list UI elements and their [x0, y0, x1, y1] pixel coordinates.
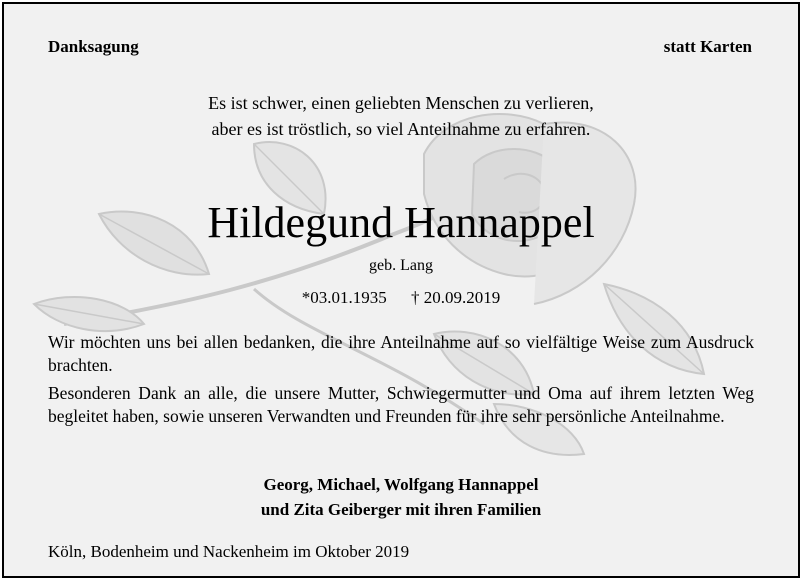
birth-date: *03.01.1935 — [301, 288, 387, 307]
thanks-paragraph-1: Wir möchten uns bei allen bedanken, die ihre Anteilnahme auf so vielfältige Weise zum Ausdruck brachten. — [48, 332, 754, 375]
signers — [4, 472, 798, 522]
death-date: † 20.09.2019 — [411, 288, 501, 307]
quote — [4, 90, 798, 142]
heading-danksagung: Danksagung — [48, 37, 139, 56]
place-and-date: Köln, Bodenheim und Nackenheim im Oktober 2019 — [48, 542, 410, 561]
heading-statt-karten: statt Karten — [663, 37, 752, 56]
obituary-notice — [2, 2, 800, 578]
quote-line-2: aber es ist tröstlich, so viel Anteilnahme zu erfahren. — [211, 119, 591, 139]
life-dates — [4, 288, 798, 308]
quote-line-1: Es ist schwer, einen geliebten Menschen zu verlieren, — [208, 93, 594, 113]
maiden-name: geb. Lang — [369, 257, 433, 274]
signers-line-2: und Zita Geiberger mit ihren Familien — [260, 500, 542, 519]
thanks-paragraph-2: Besonderen Dank an alle, die unsere Mutter, Schwiegermutter und Oma auf ihrem letzten Weg begleitet haben, sowie unseren Verwandten und Freunden für ihre sehr persönliche Anteilnahme. — [48, 383, 754, 426]
deceased-name: Hildegund Hannappel — [207, 198, 595, 247]
signers-line-1: Georg, Michael, Wolfgang Hannappel — [263, 475, 539, 494]
